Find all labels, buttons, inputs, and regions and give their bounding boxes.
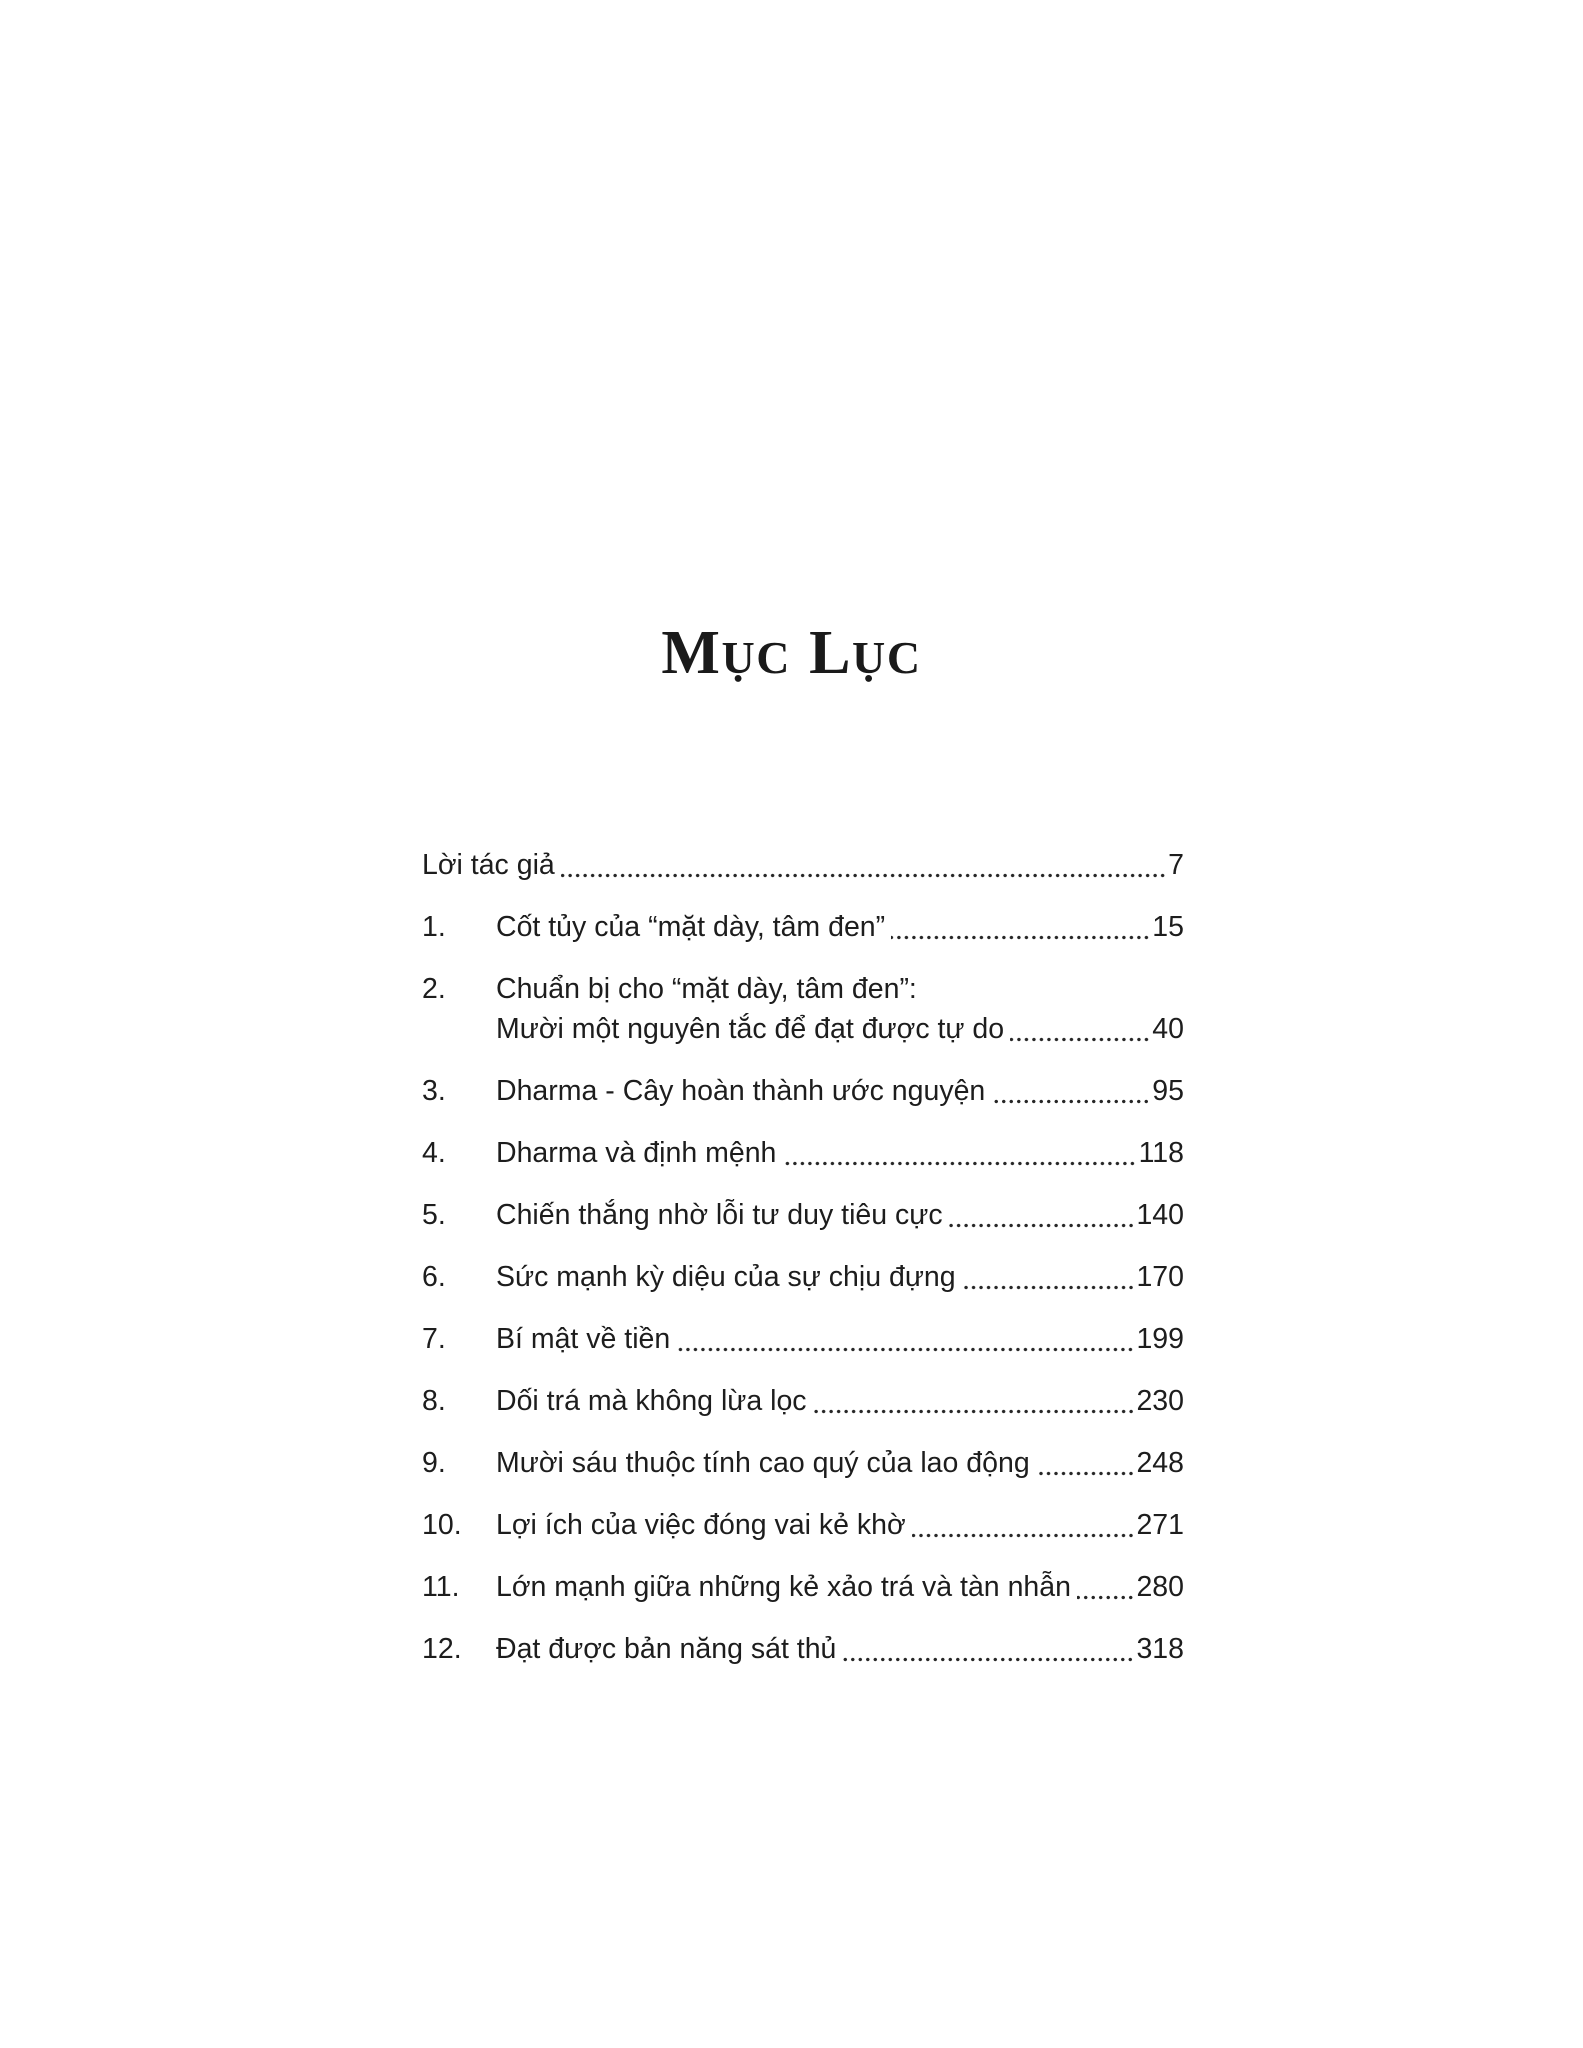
toc-entry-page: 7	[1168, 849, 1184, 881]
dot-leader	[1036, 1471, 1135, 1476]
dot-leader	[842, 1657, 1134, 1662]
toc-entry-number: 4.	[422, 1137, 446, 1169]
toc-entry-line	[496, 1133, 1184, 1173]
toc-entry-line	[496, 1381, 1184, 1421]
toc-entry	[422, 1195, 1184, 1235]
toc-entry-page: 271	[1136, 1509, 1184, 1541]
toc-entry-title: Lợi ích của việc đóng vai kẻ khờ	[496, 1509, 906, 1541]
toc-entry-number: 6.	[422, 1261, 446, 1293]
toc-entry-content	[496, 1319, 1184, 1359]
dot-leader	[912, 1533, 1135, 1538]
toc-entry-content	[496, 1567, 1184, 1607]
toc-entry	[422, 1133, 1184, 1173]
title-rest-uc-2: ỤC	[852, 632, 922, 683]
toc-entry-title: Chuẩn bị cho “mặt dày, tâm đen”:	[496, 973, 917, 1005]
toc-entry-page: 15	[1152, 911, 1184, 943]
table-of-contents	[422, 845, 1184, 1691]
toc-entry-number: 10.	[422, 1509, 462, 1541]
toc-entry-number: 1.	[422, 911, 446, 943]
toc-entry-title: Đạt được bản năng sát thủ	[496, 1633, 837, 1665]
toc-entry-content	[496, 1505, 1184, 1545]
toc-entry-page: 230	[1136, 1385, 1184, 1417]
toc-entry-line	[496, 1009, 1184, 1049]
toc-entry-line	[422, 845, 1184, 885]
toc-entry-line	[496, 1443, 1184, 1483]
toc-entry	[422, 1505, 1184, 1545]
toc-entry-number: 12.	[422, 1633, 462, 1665]
toc-entry-page: 95	[1152, 1075, 1184, 1107]
title-word-muc	[661, 619, 792, 687]
toc-entry	[422, 845, 1184, 885]
toc-entry-page: 170	[1136, 1261, 1184, 1293]
toc-entry-content	[496, 1195, 1184, 1235]
toc-entry-content	[496, 1629, 1184, 1669]
toc-entry	[422, 1443, 1184, 1483]
toc-entry-line	[496, 969, 1184, 1009]
dot-leader	[891, 935, 1150, 940]
toc-entry-number: 5.	[422, 1199, 446, 1231]
toc-entry	[422, 1629, 1184, 1669]
toc-entry-line	[496, 907, 1184, 947]
toc-entry-line	[496, 1257, 1184, 1297]
page-title	[0, 619, 1583, 687]
toc-entry-content	[496, 1071, 1184, 1111]
toc-entry	[422, 1381, 1184, 1421]
toc-entry-number: 9.	[422, 1447, 446, 1479]
toc-entry-content	[496, 1381, 1184, 1421]
title-rest-uc: ỤC	[721, 632, 792, 683]
dot-leader	[1010, 1037, 1150, 1042]
toc-entry-title: Cốt tủy của “mặt dày, tâm đen”	[496, 911, 886, 943]
toc-entry-content	[496, 1257, 1184, 1297]
dot-leader	[561, 873, 1166, 878]
toc-entry-title: Chiến thắng nhờ lỗi tư duy tiêu cực	[496, 1199, 943, 1231]
toc-entry-page: 280	[1136, 1571, 1184, 1603]
toc-entry-title: Dharma - Cây hoàn thành ước nguyện	[496, 1075, 986, 1107]
toc-entry-line	[496, 1629, 1184, 1669]
toc-entry-number: 11.	[422, 1571, 460, 1603]
toc-entry-content	[496, 969, 1184, 1049]
toc-entry-page: 140	[1136, 1199, 1184, 1231]
dot-leader	[962, 1285, 1135, 1290]
toc-entry	[422, 1257, 1184, 1297]
toc-entry	[422, 969, 1184, 1049]
toc-entry-content	[496, 1443, 1184, 1483]
toc-entry-number: 8.	[422, 1385, 446, 1417]
toc-entry-line	[496, 1505, 1184, 1545]
toc-entry-title: Dharma và định mệnh	[496, 1137, 777, 1169]
toc-entry-content	[496, 1133, 1184, 1173]
toc-entry-page: 40	[1152, 1013, 1184, 1045]
dot-leader	[991, 1099, 1150, 1104]
toc-entry-content	[422, 845, 1184, 885]
toc-entry	[422, 907, 1184, 947]
dot-leader	[782, 1161, 1136, 1166]
dot-leader	[949, 1223, 1135, 1228]
toc-entry-number: 2.	[422, 973, 446, 1005]
toc-entry-page: 318	[1136, 1633, 1184, 1665]
toc-entry-number: 7.	[422, 1323, 446, 1355]
dot-leader	[676, 1347, 1134, 1352]
toc-entry-title: Sức mạnh kỳ diệu của sự chịu đựng	[496, 1261, 956, 1293]
toc-entry	[422, 1071, 1184, 1111]
toc-entry-line	[496, 1071, 1184, 1111]
title-word-luc	[791, 619, 922, 687]
toc-entry-title: Lời tác giả	[422, 849, 555, 881]
toc-entry-page: 199	[1136, 1323, 1184, 1355]
toc-entry-line	[496, 1567, 1184, 1607]
toc-entry-page: 248	[1136, 1447, 1184, 1479]
toc-entry-number: 3.	[422, 1075, 446, 1107]
title-initial-l: L	[809, 619, 853, 687]
dot-leader	[813, 1409, 1135, 1414]
toc-entry-page: 118	[1138, 1137, 1184, 1169]
toc-entry-title: Lớn mạnh giữa những kẻ xảo trá và tàn nhẫn	[496, 1571, 1071, 1603]
dot-leader	[1077, 1595, 1134, 1600]
title-initial-m: M	[661, 619, 722, 687]
toc-entry	[422, 1319, 1184, 1359]
toc-entry-content	[496, 907, 1184, 947]
toc-entry-title: Mười sáu thuộc tính cao quý của lao động	[496, 1447, 1030, 1479]
toc-entry	[422, 1567, 1184, 1607]
toc-entry-line	[496, 1195, 1184, 1235]
toc-entry-title: Bí mật về tiền	[496, 1323, 671, 1355]
toc-entry-line	[496, 1319, 1184, 1359]
toc-entry-title: Mười một nguyên tắc để đạt được tự do	[496, 1013, 1005, 1045]
toc-entry-title: Dối trá mà không lừa lọc	[496, 1385, 807, 1417]
